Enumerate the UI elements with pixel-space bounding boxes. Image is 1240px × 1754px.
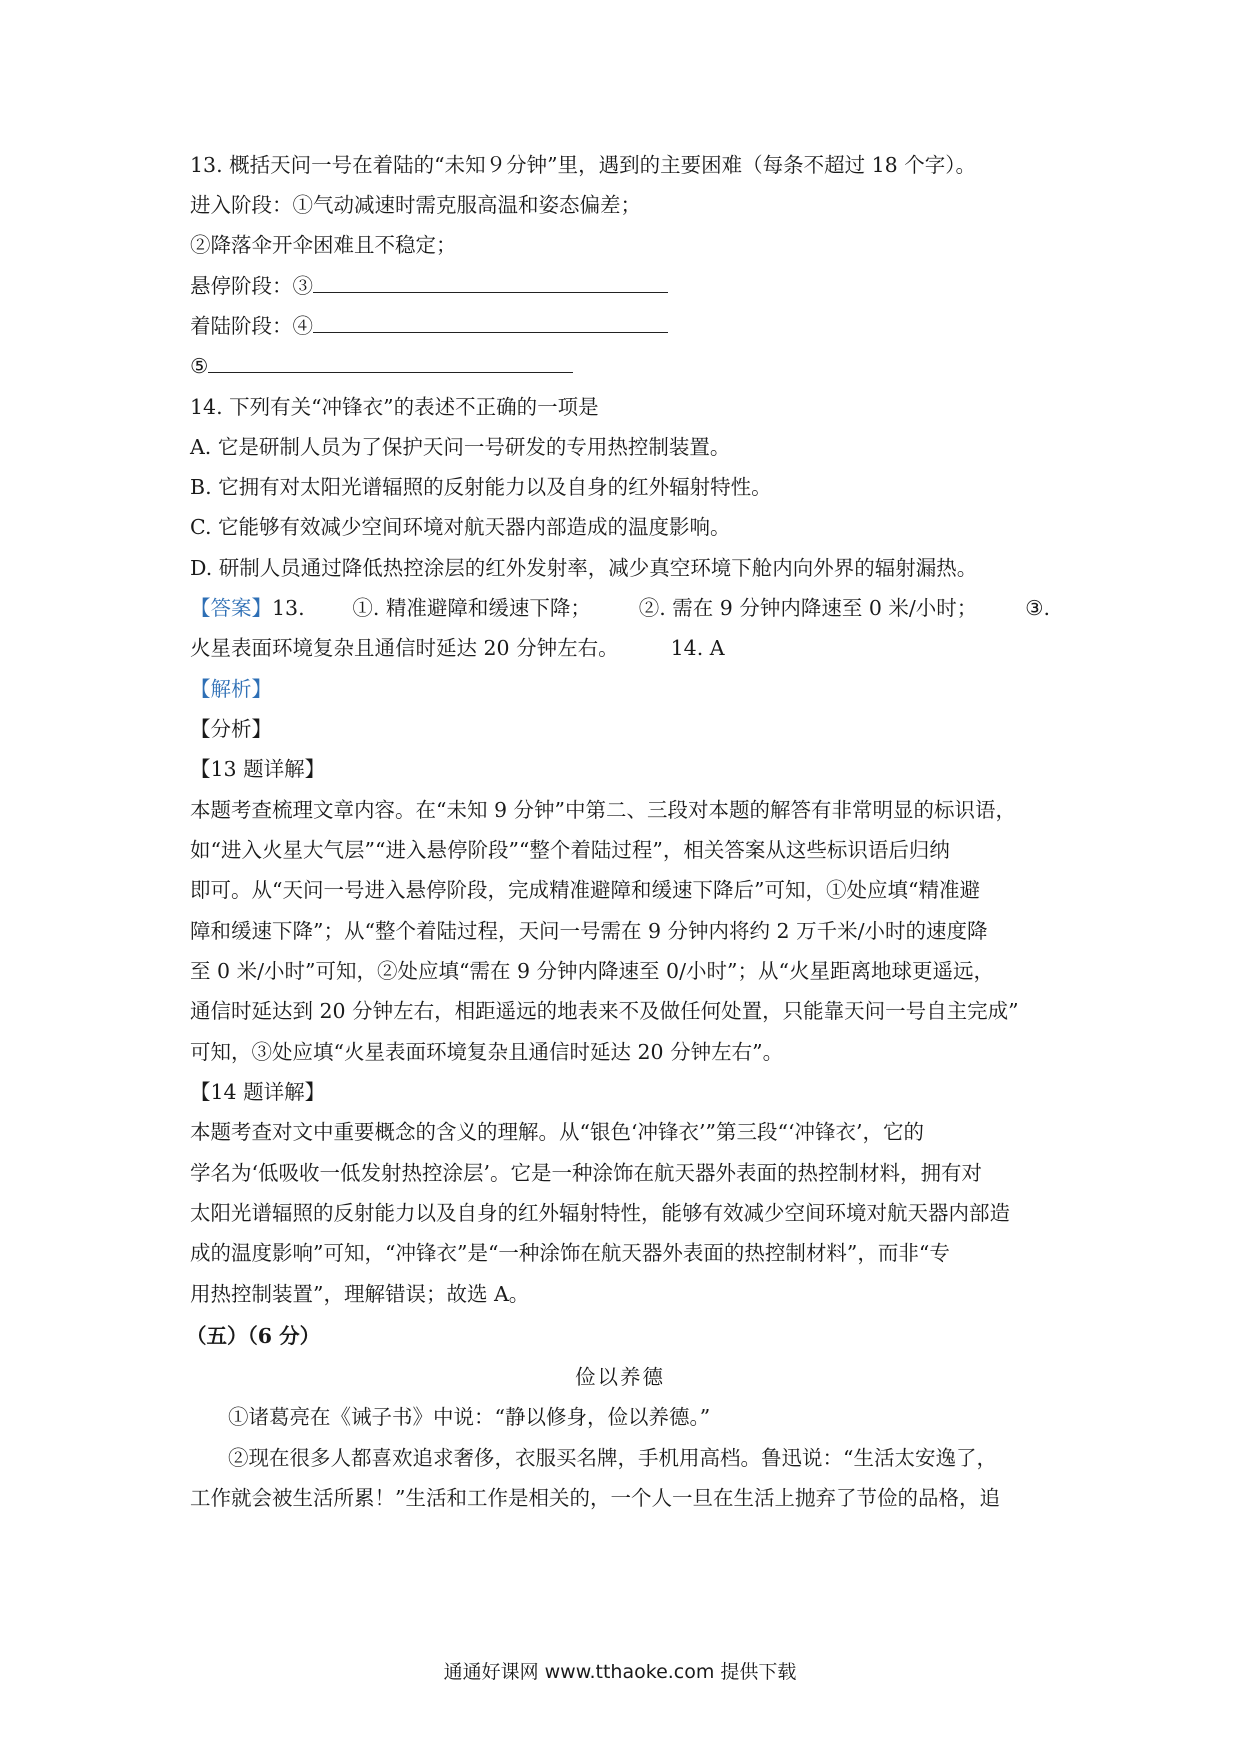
q13-detail-line: 本题考查梳理文章内容。在“未知 9 分钟”中第二、三段对本题的解答有非常明显的标识语， — [190, 798, 1017, 822]
q13-hover-row — [190, 271, 668, 301]
q13-item5-row — [190, 351, 573, 381]
q13-hover-label: 悬停阶段：③ — [190, 274, 313, 298]
q14-option-c: C. 它能够有效减少空间环境对航天器内部造成的温度影响。 — [190, 515, 731, 539]
answer-line2-text: 火星表面环境复杂且通信时延达 20 分钟左右。 — [190, 636, 619, 660]
q13-detail-line: 障和缓速下降”；从“整个着陆过程，天问一号需在 9 分钟内将约 2 万千米/小时的速度降 — [190, 919, 988, 943]
answer-q14: 14. A — [670, 636, 725, 660]
passage-para1: ①诸葛亮在《诫子书》中说：“静以修身，俭以养德。” — [228, 1405, 711, 1429]
q14-option-b: B. 它拥有对太阳光谱辐照的反射能力以及自身的红外辐射特性。 — [190, 475, 772, 499]
answer-line2 — [190, 633, 725, 663]
answer-line1 — [190, 593, 1050, 623]
q14-detail-line: 太阳光谱辐照的反射能力以及自身的红外辐射特性，能够有效减少空间环境对航天器内部造 — [190, 1201, 1010, 1225]
q13-landing-label: 着陆阶段：④ — [190, 314, 313, 338]
q13-stem: 13. 概括天问一号在着陆的“未知９分钟”里，遇到的主要困难（每条不超过 18 个字）。 — [190, 153, 976, 177]
q14-detail-line: 成的温度影响”可知，“冲锋衣”是“一种涂饰在航天器外表面的热控制材料”，而非“专 — [190, 1241, 950, 1265]
page-footer: 通通好课网 www.tthaoke.com 提供下载 — [443, 1661, 797, 1683]
q13-detail-line: 至 0 米/小时”可知，②处应填“需在 9 分钟内降速至 0/小时”；从“火星距离地球更遥远， — [190, 959, 994, 983]
q13-blank-5[interactable] — [208, 352, 573, 373]
q13-blank-4[interactable] — [313, 312, 668, 333]
passage-title: 俭以养德 — [575, 1365, 665, 1389]
q13-detail-line: 通信时延达到 20 分钟左右，相距遥远的地表来不及做任何处置，只能靠天问一号自主完成” — [190, 999, 1019, 1023]
analysis-fenxi: 【分析】 — [190, 717, 272, 741]
passage-para2-line2: 工作就会被生活所累！”生活和工作是相关的，一个人一旦在生活上抛弃了节俭的品格，追 — [190, 1486, 1000, 1510]
analysis-tag: 【解析】 — [190, 677, 272, 701]
q13-detail-heading: 【13 题详解】 — [190, 757, 326, 781]
q13-item5-label: ⑤ — [190, 354, 209, 378]
q14-detail-line: 学名为‘低吸收一低发射热控涂层’。它是一种涂饰在航天器外表面的热控制材料，拥有对 — [190, 1161, 983, 1185]
q14-option-a: A. 它是研制人员为了保护天问一号研发的专用热控制装置。 — [190, 435, 731, 459]
answer-part3: ③. — [1025, 596, 1050, 620]
q13-detail-line: 即可。从“天问一号进入悬停阶段，完成精准避障和缓速下降后”可知，①处应填“精准避 — [190, 878, 980, 902]
q14-detail-line: 本题考查对文中重要概念的含义的理解。从“银色‘冲锋衣’”第三段“‘冲锋衣’，它的 — [190, 1120, 925, 1144]
q14-detail-heading: 【14 题详解】 — [190, 1080, 326, 1104]
q14-detail-line: 用热控制装置”，理解错误；故选 A。 — [190, 1282, 530, 1306]
passage-para2-line1: ②现在很多人都喜欢追求奢侈，衣服买名牌，手机用高档。鲁迅说：“生活太安逸了， — [228, 1446, 997, 1470]
q14-stem: 14. 下列有关“冲锋衣”的表述不正确的一项是 — [190, 395, 599, 419]
answer-tag: 【答案】 — [190, 596, 272, 620]
q14-option-d: D. 研制人员通过降低热控涂层的红外发射率，减少真空环境下舱内向外界的辐射漏热。 — [190, 556, 978, 580]
q13-blank-3[interactable] — [313, 272, 668, 293]
q13-landing-row — [190, 311, 668, 341]
q13-entry-line2: ②降落伞开伞困难且不稳定； — [190, 233, 457, 257]
answer-part1: ①. 精准避障和缓速下降； — [352, 596, 591, 620]
q13-detail-line: 可知，③处应填“火星表面环境复杂且通信时延达 20 分钟左右”。 — [190, 1040, 784, 1064]
q13-detail-line: 如“进入火星大气层”“进入悬停阶段”“整个着陆过程”，相关答案从这些标识语后归纳 — [190, 838, 950, 862]
answer-part2: ②. 需在 9 分钟内降速至 0 米/小时； — [638, 596, 978, 620]
q13-entry-line1: 进入阶段：①气动减速时需克服高温和姿态偏差； — [190, 193, 641, 217]
answer-num: 13. — [272, 596, 305, 620]
section5-heading: （五）（6 分） — [186, 1324, 321, 1348]
